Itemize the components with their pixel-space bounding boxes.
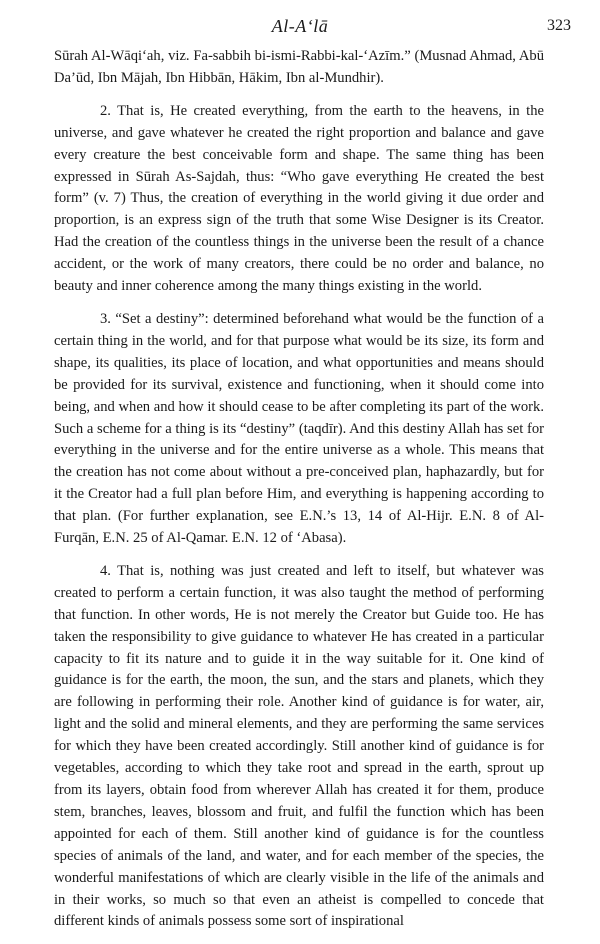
running-title: Al-A‘lā	[271, 16, 329, 36]
paragraph-continuation: Sūrah Al-Wāqi‘ah, viz. Fa-sabbih bi-ismi-Rabbi-kal-‘Azīm.” (Musnad Ahmad, Abū Da’ūd, Ibn Mājah, Ibn Hibbān, Hākim, Ibn al-Mundhir).	[54, 48, 544, 86]
note-paragraph-2: 2. That is, He created everything, from the earth to the heavens, in the universe, and gave whatever he created the right proportion and balance and gave every creature the best conceivable form and shape. The same thing has been expressed in Sūrah As-Sajdah, thus: “Who gave everything He created the best form” (v. 7) Thus, the creation of everything in the world giving it due order and proportion, is an express sign of the truth that some Wise Designer is its Creator. Had the creation of the countless things in the universe been the result of a chance accident, or the work of many creators, there could be no order and balance, no beauty and inner coherence among the many things existing in the world.	[54, 102, 544, 295]
page-number: 323	[547, 17, 571, 34]
note-paragraph-3: 3. “Set a destiny”: determined beforehand what would be the function of a certain thing in the world, and for that purpose what would be its size, its form and shape, its qualities, its place of location, and what opportunities and means should be provided for its survival, existence and functioning, when it should come into being, and when and how it should cease to be after completing its part of the work. Such a scheme for a thing is its “destiny” (taqdīr). And this destiny Allah has set for everything in the universe and for the entire universe as a whole. This means that the creation has not come about without a pre-conceived plan, haphazardly, but for it the Creator had a full plan before Him, and everything is happening according to that plan. (For further explanation, see E.N.’s 13, 14 of Al-Hijr. E.N. 8 of Al-Furqān, E.N. 25 of Al-Qamar. E.N. 12 of ‘Abasa).	[54, 310, 544, 547]
note-paragraph-4: 4. That is, nothing was just created and left to itself, but whatever was created to perform a certain function, it was also taught the method of performing that function. In other words, He is not merely the Creator but Guide too. He has taken the responsibility to give guidance to whatever He has created in a particular capacity to fit its nature and to guide it in the way suitable for it. One kind of guidance is for the earth, the moon, the sun, and the stars and planets, which they are following in performing their role. Another kind of guidance is for water, air, light and the solid and mineral elements, and they are performing the same services for which they have been created accordingly. Still another kind of guidance is for vegetables, according to which they take root and spread in the earth, sprout up from its layers, obtain food from wherever Allah has created it for them, produce stem, branches, leaves, blossom and fruit, and fulfil the function which has been appointed for each of them. Still another kind of guidance is for the countless species of animals of the land, and water, and for each member of the species, the wonderful manifestations of which are clearly visible in the life of the animals and in their works, so much so that even an atheist is compelled to concede that different kinds of animals possess some sort of inspirational	[54, 562, 544, 930]
page-header	[0, 16, 600, 40]
body-text	[54, 46, 544, 944]
